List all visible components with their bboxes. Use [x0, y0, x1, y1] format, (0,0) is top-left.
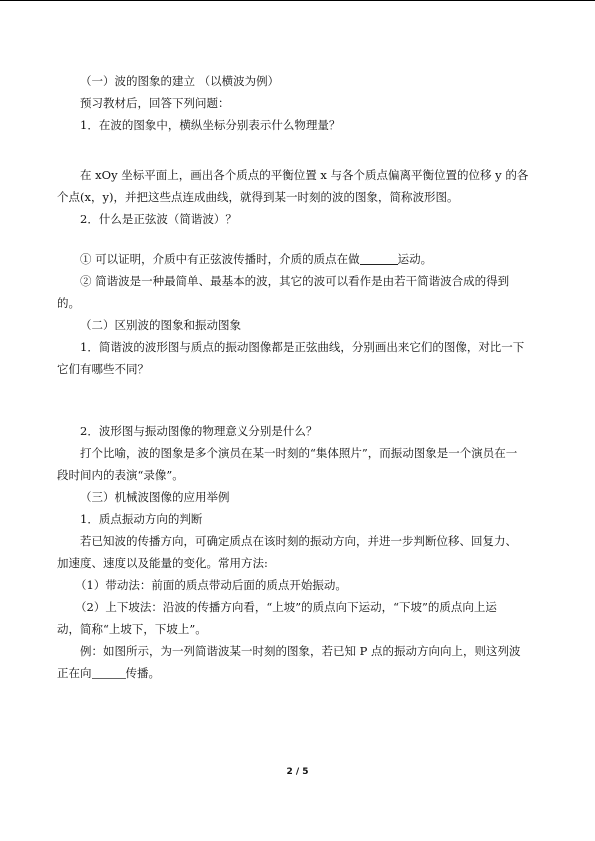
section2-answer2-line2: 段时间内的表演“录像”。	[57, 468, 184, 482]
question-2: 2．什么是正弦波（简谐波）？	[80, 212, 237, 226]
page-top-border	[0, 0, 595, 1]
section2-answer2-line1: 打个比喻，波的图象是多个演员在某一时刻的“集体照片”，而振动图象是一个演员在一	[80, 446, 518, 460]
fill-blank-underline	[360, 252, 398, 265]
method-2-line1: （2）上下坡法：沿波的传播方向看，“上坡”的质点向下运动，“下坡”的质点向上运	[75, 600, 497, 614]
point-2-line1: ② 简谐波是一种最简单、最基本的波，其它的波可以看作是由若干简谐波合成的得到	[80, 274, 510, 288]
section2-heading: （二）区别波的图象和振动图象	[80, 318, 241, 332]
section3-para1-line2: 加速度、速度以及能量的变化。常用方法:	[57, 556, 268, 570]
section2-question2: 2．波形图与振动图像的物理意义分别是什么？	[80, 424, 318, 438]
document-body	[57, 70, 541, 684]
section2-question1-line1: 1．简谐波的波形图与质点的振动图像都是正弦曲线，分别画出来它们的图像，对比一下	[80, 340, 525, 354]
example-fill-blank	[92, 666, 126, 679]
method-2-line2: 动，简称“上坡下，下坡上”。	[57, 622, 207, 636]
page-number: 2 / 5	[286, 767, 309, 777]
point-1	[57, 248, 541, 270]
example-line1: 例：如图所示，为一列简谐波某一时刻的图象，若已知 P 点的振动方向向上，则这列波	[80, 644, 521, 658]
point-1-text: ① 可以证明，介质中有正弦波传播时，介质的质点在做	[80, 252, 360, 266]
answer-1-line1: 在 xOy 坐标平面上，画出各个质点的平衡位置 x 与各个质点偏离平衡位置的位移 y 的各	[80, 168, 529, 182]
point-1-end: 运动。	[397, 252, 433, 266]
method-1: （1）带动法：前面的质点带动后面的质点开始振动。	[75, 578, 347, 592]
section2-question1-line2: 它们有哪些不同？	[57, 362, 149, 376]
point-2-line2: 的。	[57, 296, 80, 310]
example-line2-start: 正在向	[57, 666, 92, 680]
answer-1	[57, 164, 541, 208]
answer-1-line2: 个点(x，y)，并把这些点连成曲线，就得到某一时刻的波的图象，简称波形图。	[57, 190, 459, 204]
example-line2	[57, 662, 541, 684]
section3-para1-line1: 若已知波的传播方向，可确定质点在该时刻的振动方向，并进一步判断位移、回复力、	[80, 534, 517, 548]
question-1: 1．在波的图象中，横纵坐标分别表示什么物理量？	[80, 118, 341, 132]
example-line2-end: 传播。	[125, 666, 160, 680]
section1-intro: 预习教材后，回答下列问题：	[80, 96, 230, 110]
section3-heading: （三）机械波图像的应用举例	[80, 490, 230, 504]
section3-question1: 1．质点振动方向的判断	[80, 512, 203, 526]
section1-heading: （一）波的图象的建立 （以横波为例）	[80, 74, 280, 88]
